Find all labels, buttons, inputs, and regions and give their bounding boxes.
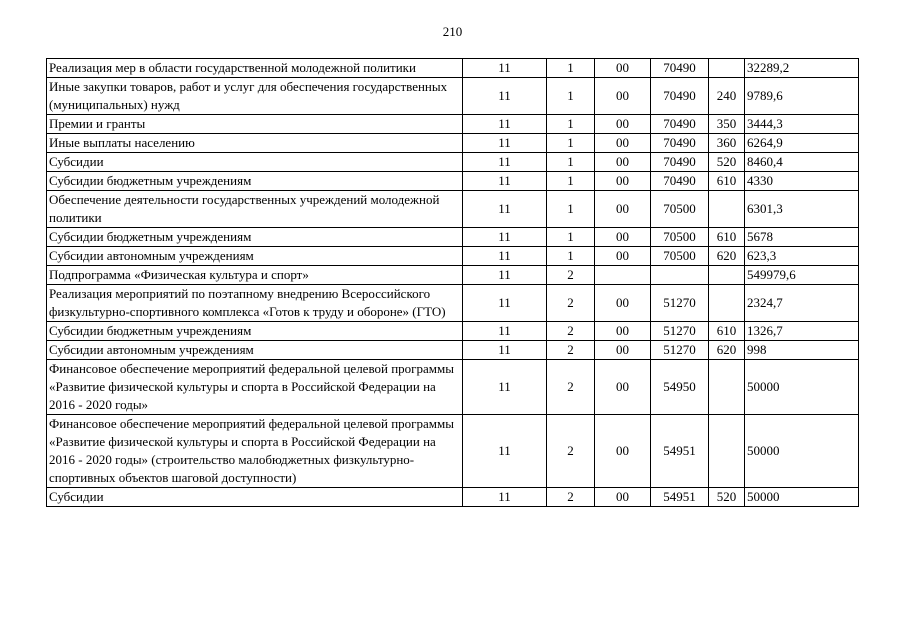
cell-amount: 4330 <box>745 172 859 191</box>
cell-name: Обеспечение деятельности государственных учреждений молодежной политики <box>47 191 463 228</box>
cell-amount: 50000 <box>745 488 859 507</box>
cell-name: Субсидии автономным учреждениям <box>47 247 463 266</box>
table-row <box>47 228 859 247</box>
cell-subsection: 2 <box>547 415 595 488</box>
cell-expense-type <box>709 59 745 78</box>
table-row <box>47 322 859 341</box>
cell-expense-type: 610 <box>709 322 745 341</box>
cell-expense-type: 240 <box>709 78 745 115</box>
table-body <box>47 59 859 507</box>
cell-program: 00 <box>595 153 651 172</box>
cell-target-article: 70500 <box>651 191 709 228</box>
cell-name: Реализация мероприятий по поэтапному внедрению Всероссийского физкультурно-спортивного комплекса «Готов к труду и обороне» (ГТО) <box>47 285 463 322</box>
cell-name: Субсидии автономным учреждениям <box>47 341 463 360</box>
cell-target-article: 70490 <box>651 172 709 191</box>
cell-section: 11 <box>463 115 547 134</box>
cell-expense-type: 520 <box>709 488 745 507</box>
table-row <box>47 266 859 285</box>
cell-amount: 5678 <box>745 228 859 247</box>
cell-amount: 623,3 <box>745 247 859 266</box>
cell-subsection: 1 <box>547 191 595 228</box>
cell-expense-type <box>709 360 745 415</box>
table-row <box>47 78 859 115</box>
cell-section: 11 <box>463 285 547 322</box>
table-row <box>47 341 859 360</box>
table-row <box>47 191 859 228</box>
page-number: 210 <box>442 24 463 39</box>
cell-expense-type <box>709 266 745 285</box>
cell-program: 00 <box>595 285 651 322</box>
cell-section: 11 <box>463 247 547 266</box>
cell-target-article: 51270 <box>651 285 709 322</box>
cell-section: 11 <box>463 172 547 191</box>
cell-target-article <box>651 266 709 285</box>
cell-amount: 998 <box>745 341 859 360</box>
cell-amount: 6301,3 <box>745 191 859 228</box>
cell-target-article: 70500 <box>651 247 709 266</box>
cell-expense-type: 610 <box>709 228 745 247</box>
table-row <box>47 285 859 322</box>
cell-section: 11 <box>463 415 547 488</box>
cell-expense-type: 610 <box>709 172 745 191</box>
cell-amount: 549979,6 <box>745 266 859 285</box>
cell-expense-type: 620 <box>709 341 745 360</box>
cell-subsection: 1 <box>547 59 595 78</box>
budget-table <box>46 58 859 507</box>
cell-target-article: 70490 <box>651 59 709 78</box>
cell-amount: 9789,6 <box>745 78 859 115</box>
cell-subsection: 1 <box>547 172 595 191</box>
cell-amount: 2324,7 <box>745 285 859 322</box>
cell-subsection: 1 <box>547 115 595 134</box>
cell-name: Реализация мер в области государственной молодежной политики <box>47 59 463 78</box>
cell-name: Субсидии <box>47 153 463 172</box>
cell-section: 11 <box>463 134 547 153</box>
cell-name: Иные закупки товаров, работ и услуг для обеспечения государственных (муниципальных) нужд <box>47 78 463 115</box>
cell-section: 11 <box>463 78 547 115</box>
table-row <box>47 134 859 153</box>
cell-subsection: 1 <box>547 228 595 247</box>
cell-subsection: 1 <box>547 78 595 115</box>
cell-program: 00 <box>595 228 651 247</box>
cell-subsection: 2 <box>547 285 595 322</box>
cell-target-article: 70500 <box>651 228 709 247</box>
cell-target-article: 70490 <box>651 78 709 115</box>
cell-expense-type <box>709 191 745 228</box>
cell-expense-type: 620 <box>709 247 745 266</box>
cell-expense-type: 350 <box>709 115 745 134</box>
cell-expense-type: 360 <box>709 134 745 153</box>
cell-name: Премии и гранты <box>47 115 463 134</box>
cell-program: 00 <box>595 360 651 415</box>
cell-subsection: 2 <box>547 322 595 341</box>
cell-amount: 50000 <box>745 415 859 488</box>
table-row <box>47 59 859 78</box>
cell-target-article: 70490 <box>651 153 709 172</box>
cell-program: 00 <box>595 415 651 488</box>
cell-amount: 3444,3 <box>745 115 859 134</box>
cell-target-article: 70490 <box>651 115 709 134</box>
cell-expense-type <box>709 415 745 488</box>
cell-section: 11 <box>463 153 547 172</box>
cell-program: 00 <box>595 341 651 360</box>
cell-program: 00 <box>595 172 651 191</box>
cell-name: Подпрограмма «Физическая культура и спорт» <box>47 266 463 285</box>
cell-expense-type: 520 <box>709 153 745 172</box>
table-row <box>47 488 859 507</box>
cell-name: Субсидии <box>47 488 463 507</box>
cell-subsection: 2 <box>547 341 595 360</box>
cell-program: 00 <box>595 78 651 115</box>
cell-name: Субсидии бюджетным учреждениям <box>47 228 463 247</box>
cell-program <box>595 266 651 285</box>
cell-program: 00 <box>595 134 651 153</box>
cell-program: 00 <box>595 191 651 228</box>
cell-amount: 50000 <box>745 360 859 415</box>
cell-amount: 32289,2 <box>745 59 859 78</box>
cell-program: 00 <box>595 322 651 341</box>
cell-program: 00 <box>595 59 651 78</box>
cell-section: 11 <box>463 488 547 507</box>
cell-name: Финансовое обеспечение мероприятий федеральной целевой программы «Развитие физической культуры и спорта в Российской Федерации на 2016 - 2020 годы» <box>47 360 463 415</box>
table-row <box>47 115 859 134</box>
cell-target-article: 54951 <box>651 488 709 507</box>
cell-section: 11 <box>463 59 547 78</box>
cell-program: 00 <box>595 247 651 266</box>
cell-name: Субсидии бюджетным учреждениям <box>47 322 463 341</box>
cell-section: 11 <box>463 360 547 415</box>
cell-amount: 6264,9 <box>745 134 859 153</box>
table-row <box>47 172 859 191</box>
cell-target-article: 54951 <box>651 415 709 488</box>
cell-subsection: 2 <box>547 488 595 507</box>
cell-section: 11 <box>463 228 547 247</box>
table-row <box>47 415 859 488</box>
cell-subsection: 2 <box>547 360 595 415</box>
cell-subsection: 1 <box>547 247 595 266</box>
cell-program: 00 <box>595 488 651 507</box>
table-row <box>47 247 859 266</box>
cell-name: Субсидии бюджетным учреждениям <box>47 172 463 191</box>
cell-target-article: 54950 <box>651 360 709 415</box>
cell-section: 11 <box>463 191 547 228</box>
cell-subsection: 2 <box>547 266 595 285</box>
cell-section: 11 <box>463 341 547 360</box>
cell-section: 11 <box>463 322 547 341</box>
cell-target-article: 51270 <box>651 322 709 341</box>
cell-program: 00 <box>595 115 651 134</box>
cell-name: Финансовое обеспечение мероприятий федеральной целевой программы «Развитие физической культуры и спорта в Российской Федерации на 2016 - 2020 годы» (строительство малобюджетных физкультурно-спортивных объектов шаговой доступности) <box>47 415 463 488</box>
cell-expense-type <box>709 285 745 322</box>
cell-subsection: 1 <box>547 134 595 153</box>
cell-target-article: 70490 <box>651 134 709 153</box>
cell-section: 11 <box>463 266 547 285</box>
cell-name: Иные выплаты населению <box>47 134 463 153</box>
table-row <box>47 153 859 172</box>
cell-amount: 1326,7 <box>745 322 859 341</box>
cell-target-article: 51270 <box>651 341 709 360</box>
cell-subsection: 1 <box>547 153 595 172</box>
cell-amount: 8460,4 <box>745 153 859 172</box>
table-row <box>47 360 859 415</box>
